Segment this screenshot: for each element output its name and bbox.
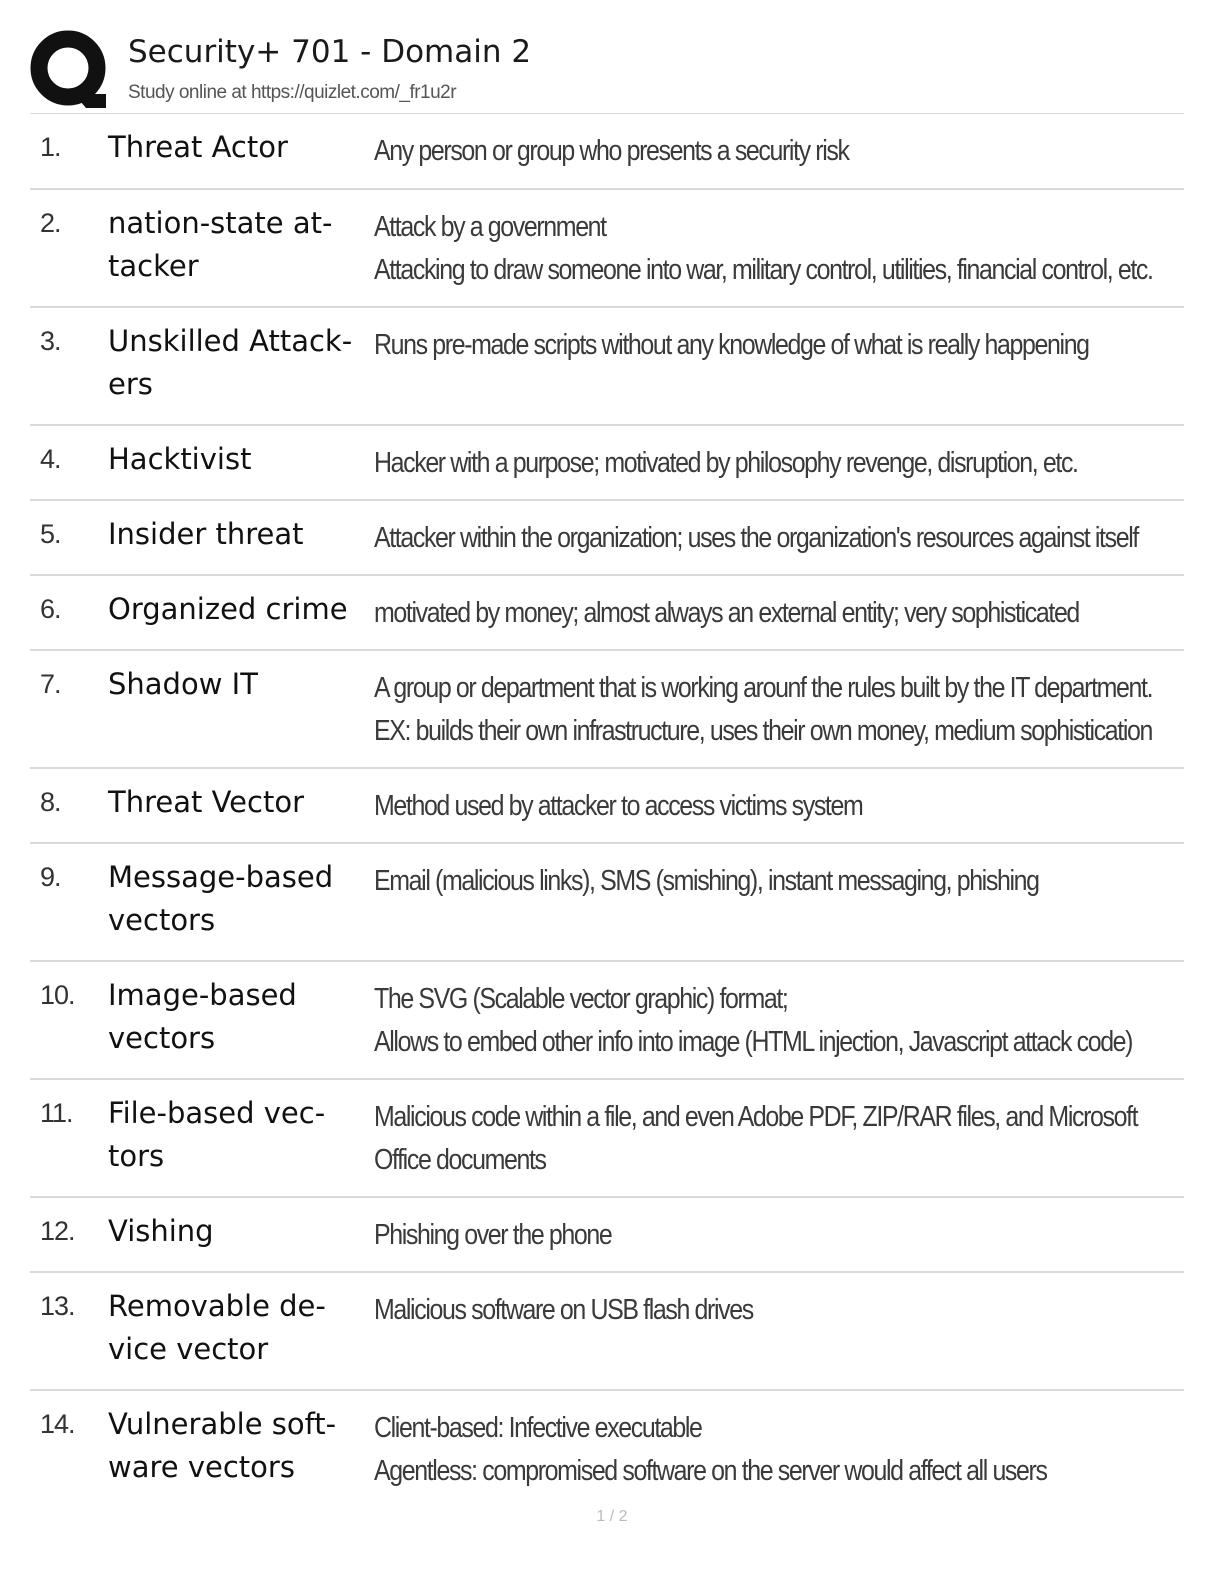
definition-text	[374, 978, 1133, 1064]
page-number: 1 / 2	[596, 1508, 628, 1525]
definition-text	[374, 130, 1071, 173]
list-item	[30, 426, 1184, 501]
definition-line: Malicious software on USB flash drives	[374, 1294, 753, 1326]
item-number: 7.	[40, 669, 61, 699]
term-text: Removable de-vice vector	[108, 1289, 326, 1366]
item-number: 12.	[40, 1216, 75, 1246]
definition-text	[374, 592, 1079, 635]
definition-text	[374, 1289, 1071, 1332]
definition-line: Attack by a government	[374, 211, 606, 243]
definition-text	[374, 324, 1089, 367]
term-text: Threat Actor	[108, 130, 288, 164]
list-item	[30, 308, 1184, 426]
item-number: 1.	[40, 132, 61, 162]
definition-text	[374, 1407, 1071, 1493]
item-number: 11.	[40, 1098, 73, 1128]
list-item	[30, 1391, 1184, 1501]
definition-text	[374, 517, 1138, 560]
term-text: Hacktivist	[108, 442, 252, 476]
definition-line: EX: builds their own infrastructure, uses their own money, medium sophistication	[374, 715, 1153, 747]
definition-line: Email (malicious links), SMS (smishing), instant messaging, phishing	[374, 865, 1039, 897]
definition-text	[374, 860, 1071, 903]
item-number: 8.	[40, 787, 61, 817]
definition-text	[374, 785, 1071, 828]
definition-text	[374, 442, 1078, 485]
list-item	[30, 651, 1184, 769]
definition-text	[374, 667, 1153, 753]
term-text: nation-state at-tacker	[108, 206, 333, 283]
list-item	[30, 1273, 1184, 1391]
term-text: Image-based vectors	[108, 978, 297, 1055]
study-link-text[interactable]: Study online at https://quizlet.com/_fr1u2r	[128, 82, 457, 103]
definition-line: A group or department that is working arounf the rules built by the IT department.	[374, 672, 1153, 704]
list-item	[30, 576, 1184, 651]
definition-line: Office documents	[374, 1144, 546, 1176]
page-header	[30, 28, 1190, 114]
definition-line: Runs pre-made scripts without any knowledge of what is really happening	[374, 329, 1089, 361]
item-number: 6.	[40, 594, 61, 624]
term-text: Vulnerable soft-ware vectors	[108, 1407, 337, 1484]
list-item	[30, 1198, 1184, 1273]
definition-line: motivated by money; almost always an external entity; very sophisticated	[374, 597, 1079, 629]
definition-line: Attacker within the organization; uses the organization's resources against itself	[374, 522, 1138, 554]
term-text: Unskilled Attack-ers	[108, 324, 353, 401]
definition-line: Phishing over the phone	[374, 1219, 612, 1251]
list-item	[30, 501, 1184, 576]
definition-line: Hacker with a purpose; motivated by philosophy revenge, disruption, etc.	[374, 447, 1078, 479]
list-item	[30, 190, 1184, 308]
quizlet-logo-icon	[30, 30, 110, 110]
item-number: 10.	[40, 980, 75, 1010]
item-number: 14.	[40, 1409, 75, 1439]
term-text: Shadow IT	[108, 667, 258, 701]
term-text: File-based vec-tors	[108, 1096, 326, 1173]
definition-line: Client-based: Infective executable	[374, 1412, 702, 1444]
definition-text	[374, 1096, 1138, 1182]
term-text: Vishing	[108, 1214, 214, 1248]
page-title: Security+ 701 - Domain 2	[128, 34, 532, 70]
definition-line: Any person or group who presents a security risk	[374, 135, 849, 167]
definition-line: Agentless: compromised software on the server would affect all users	[374, 1455, 1047, 1487]
term-text: Insider threat	[108, 517, 304, 551]
item-number: 5.	[40, 519, 61, 549]
list-item	[30, 114, 1184, 190]
definition-line: Method used by attacker to access victims system	[374, 790, 863, 822]
list-item	[30, 1080, 1184, 1198]
flashcard-list	[30, 113, 1184, 1501]
term-text: Message-based vectors	[108, 860, 334, 937]
list-item	[30, 962, 1184, 1080]
definition-text	[374, 206, 1153, 292]
item-number: 3.	[40, 326, 61, 356]
item-number: 4.	[40, 444, 61, 474]
item-number: 9.	[40, 862, 61, 892]
term-text: Organized crime	[108, 592, 348, 626]
definition-line: The SVG (Scalable vector graphic) format;	[374, 983, 788, 1015]
list-item	[30, 844, 1184, 962]
definition-line: Malicious code within a file, and even Adobe PDF, ZIP/RAR files, and Microsoft	[374, 1101, 1138, 1133]
item-number: 13.	[40, 1291, 75, 1321]
term-text: Threat Vector	[108, 785, 304, 819]
definition-text	[374, 1214, 1071, 1257]
definition-line: Allows to embed other info into image (HTML injection, Javascript attack code)	[374, 1026, 1133, 1058]
definition-line: Attacking to draw someone into war, military control, utilities, financial control, etc.	[374, 254, 1153, 286]
list-item	[30, 769, 1184, 844]
item-number: 2.	[40, 208, 61, 238]
